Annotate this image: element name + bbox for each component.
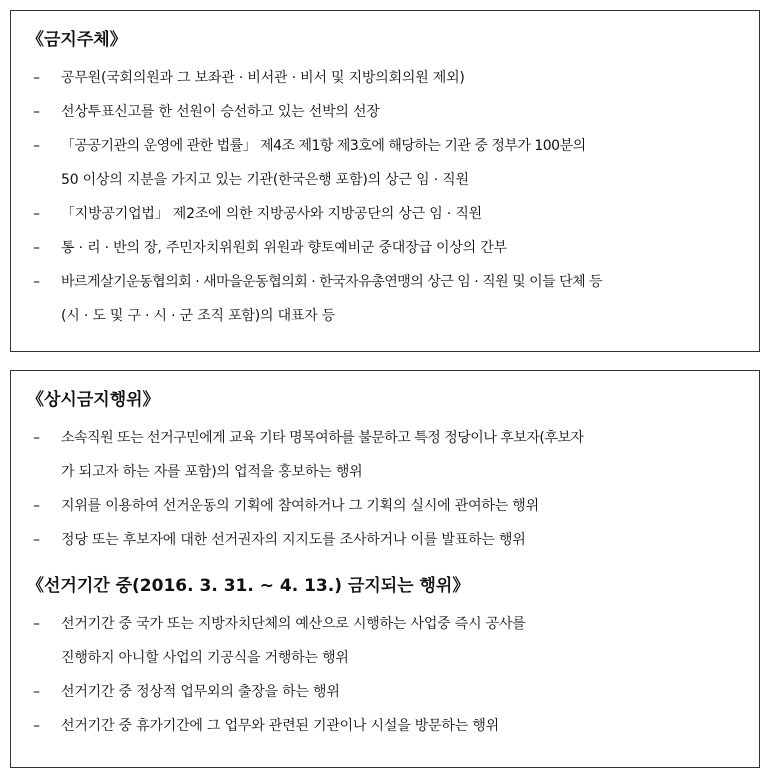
dash-bullet: – bbox=[33, 104, 40, 120]
list-item bbox=[11, 231, 759, 265]
list-item bbox=[11, 61, 759, 95]
list-item bbox=[11, 197, 759, 231]
list-item bbox=[11, 421, 759, 489]
dash-bullet: – bbox=[33, 274, 40, 290]
dash-bullet: – bbox=[33, 498, 40, 514]
list-item bbox=[11, 265, 759, 333]
list-item-text: 선거기간 중 휴가기간에 그 업무와 관련된 기관이나 시설을 방문하는 행위 bbox=[61, 718, 499, 734]
list-item-text: 소속직원 또는 선거구민에게 교육 기타 명목여하를 불문하고 특정 정당이나 후보자(후보자 bbox=[61, 430, 584, 446]
list-item-continuation: 가 되고자 하는 자를 포함)의 업적을 홍보하는 행위 bbox=[61, 464, 363, 480]
dash-bullet: – bbox=[33, 616, 40, 632]
dash-bullet: – bbox=[33, 206, 40, 222]
list-item-continuation: (시 · 도 및 구 · 시 · 군 조직 포함)의 대표자 등 bbox=[61, 308, 336, 324]
list-item bbox=[11, 709, 759, 743]
list-item-text: 선거기간 중 국가 또는 지방자치단체의 예산으로 시행하는 사업중 즉시 공사를 bbox=[61, 616, 526, 632]
list-item-text: 지위를 이용하여 선거운동의 기획에 참여하거나 그 기획의 실시에 관여하는 행위 bbox=[61, 498, 539, 514]
list-item-text: 공무원(국회의원과 그 보좌관 · 비서관 · 비서 및 지방의회의원 제외) bbox=[61, 70, 465, 86]
list-item-text: 바르게살기운동협의회 · 새마을운동협의회 · 한국자유총연맹의 상근 임 · 직원 및 이들 단체 등 bbox=[61, 274, 603, 290]
list-item bbox=[11, 523, 759, 557]
dash-bullet: – bbox=[33, 532, 40, 548]
list-item-text: 「공공기관의 운영에 관한 법률」 제4조 제1항 제3호에 해당하는 기관 중 정부가 100분의 bbox=[61, 138, 586, 154]
list-item-text: 「지방공기업법」 제2조에 의한 지방공사와 지방공단의 상근 임 · 직원 bbox=[61, 206, 482, 222]
election-period-prohibited-heading: 《선거기간 중(2016. 3. 31. ~ 4. 13.) 금지되는 행위》 bbox=[27, 576, 470, 596]
dash-bullet: – bbox=[33, 684, 40, 700]
dash-bullet: – bbox=[33, 718, 40, 734]
list-item bbox=[11, 129, 759, 197]
list-item-text: 통 · 리 · 반의 장, 주민자치위원회 위원과 향토예비군 중대장급 이상의 간부 bbox=[61, 240, 507, 256]
list-item-text: 정당 또는 후보자에 대한 선거권자의 지지도를 조사하거나 이를 발표하는 행위 bbox=[61, 532, 526, 548]
prohibited-subjects-box bbox=[10, 10, 760, 352]
list-item bbox=[11, 607, 759, 675]
always-prohibited-heading: 《상시금지행위》 bbox=[27, 390, 160, 410]
list-item-text: 선상투표신고를 한 선원이 승선하고 있는 선박의 선장 bbox=[61, 104, 380, 120]
list-item bbox=[11, 95, 759, 129]
dash-bullet: – bbox=[33, 430, 40, 446]
list-item-continuation: 50 이상의 지분을 가지고 있는 기관(한국은행 포함)의 상근 임 · 직원 bbox=[61, 172, 469, 188]
dash-bullet: – bbox=[33, 138, 40, 154]
prohibited-acts-box bbox=[10, 370, 760, 768]
election-period-prohibited-list bbox=[11, 607, 759, 743]
prohibited-subjects-list bbox=[11, 61, 759, 333]
dash-bullet: – bbox=[33, 70, 40, 86]
list-item bbox=[11, 675, 759, 709]
list-item bbox=[11, 489, 759, 523]
dash-bullet: – bbox=[33, 240, 40, 256]
prohibited-subjects-heading: 《금지주체》 bbox=[27, 30, 127, 50]
always-prohibited-list bbox=[11, 421, 759, 557]
list-item-text: 선거기간 중 정상적 업무외의 출장을 하는 행위 bbox=[61, 684, 340, 700]
list-item-continuation: 진행하지 아니할 사업의 기공식을 거행하는 행위 bbox=[61, 650, 349, 666]
